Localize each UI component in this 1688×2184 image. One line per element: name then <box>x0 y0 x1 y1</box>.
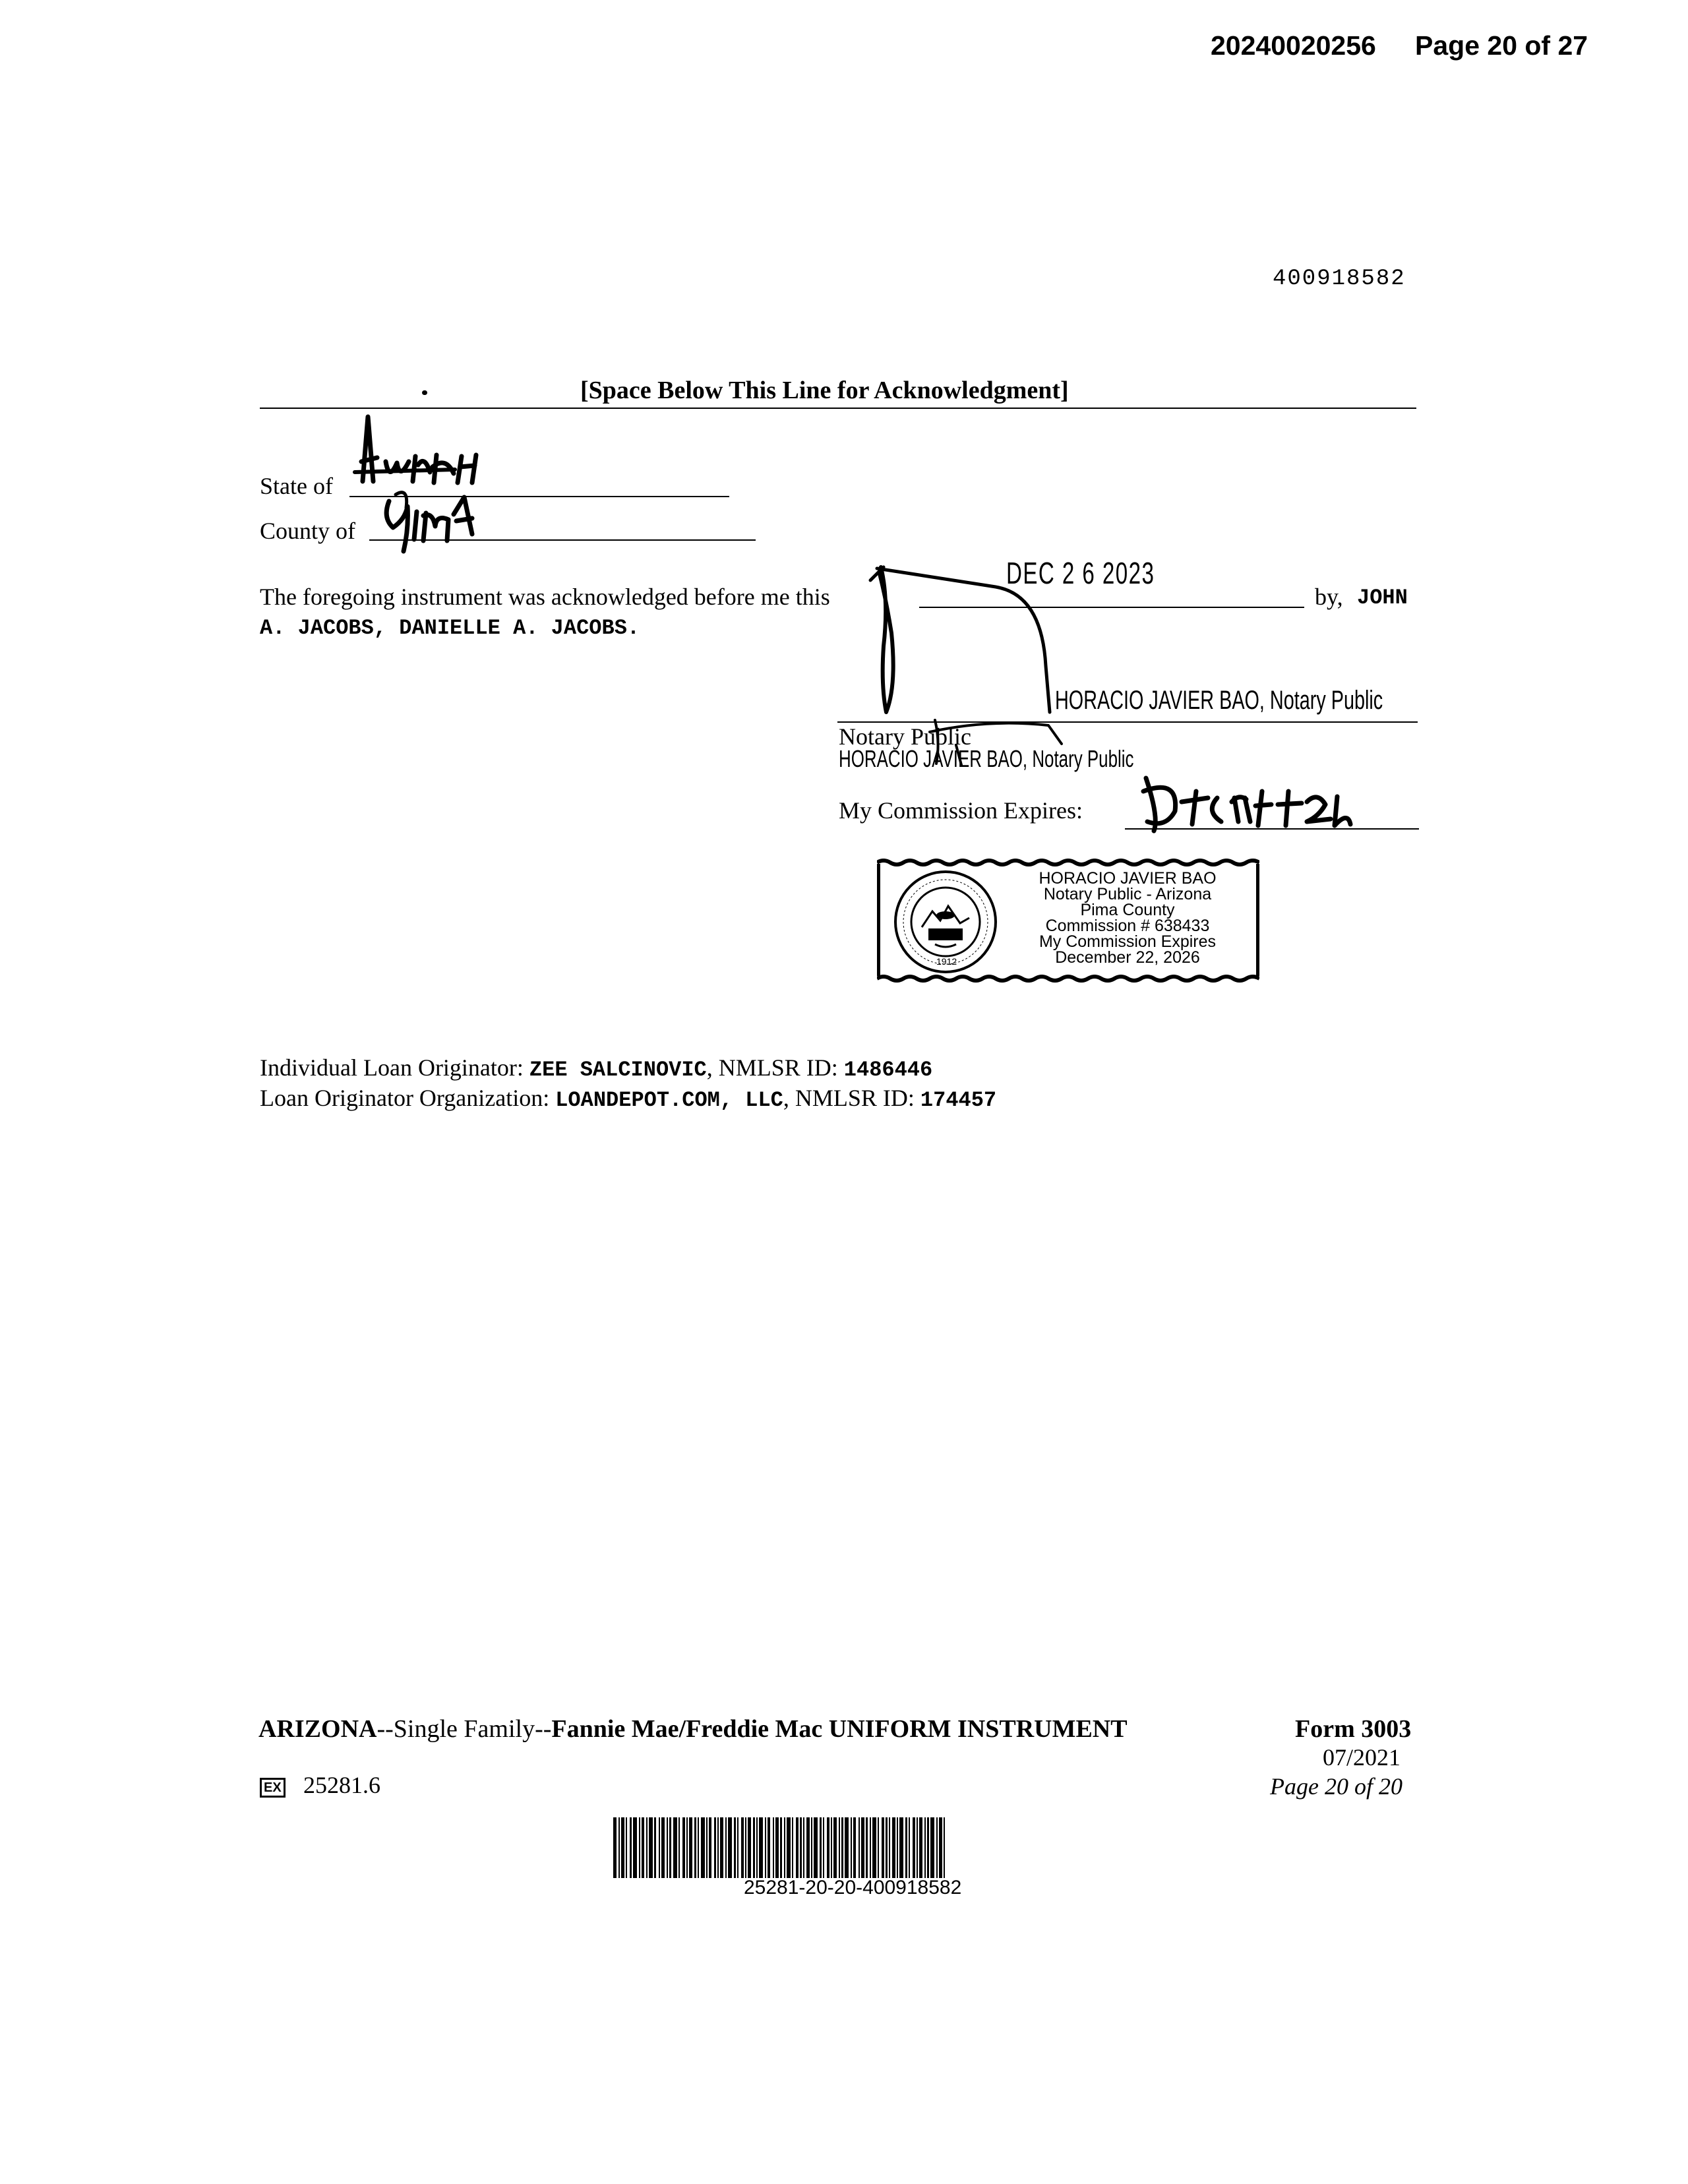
party-names: A. JACOBS, DANIELLE A. JACOBS. <box>260 616 640 640</box>
stamp-line-2: Notary Public - Arizona <box>1043 885 1212 903</box>
seal-year: 1912 <box>936 956 957 967</box>
state-handwritten-signature <box>349 409 528 501</box>
seal-ring-text <box>894 870 997 871</box>
notary-seal-stamp <box>877 859 1259 983</box>
barcode-text: 25281-20-20-400918582 <box>744 1877 962 1898</box>
by-text: by, <box>1315 584 1343 610</box>
stamp-line-1: HORACIO JAVIER BAO <box>1039 869 1217 888</box>
stamp-text <box>1002 870 1253 965</box>
notary-name-stamp: HORACIO JAVIER BAO, Notary Public <box>1055 686 1383 715</box>
organization-originator-line <box>260 1084 996 1112</box>
party-name-first: JOHN <box>1357 586 1408 610</box>
footer-single-family: --Single Family-- <box>377 1715 552 1743</box>
organization-name: LOANDEPOT.COM, LLC <box>555 1088 783 1112</box>
form-label: Form 3003 <box>1295 1715 1412 1743</box>
ex-badge: EX <box>260 1778 286 1798</box>
barcode <box>613 1817 1109 1878</box>
individual-originator-line <box>260 1054 932 1082</box>
footer-instrument-title <box>258 1714 1128 1744</box>
recording-number: 20240020256 <box>1211 30 1376 61</box>
footer-instrument: Fannie Mae/Freddie Mac UNIFORM INSTRUMENT <box>551 1715 1128 1743</box>
doc-code: 25281.6 <box>303 1772 380 1798</box>
individual-nmlsr-label: , NMLSR ID: <box>706 1054 838 1081</box>
foregoing-text: The foregoing instrument was acknowledged before me this <box>260 584 830 610</box>
organization-label: Loan Originator Organization: <box>260 1085 550 1111</box>
stamp-line-6: December 22, 2026 <box>1055 948 1200 967</box>
county-handwritten-signature <box>376 488 521 561</box>
page-of-label: Page 20 of 20 <box>1270 1773 1402 1800</box>
form-date: 07/2021 <box>1323 1744 1401 1771</box>
notary-name-stamp-small: HORACIO JAVIER BAO, Notary Public <box>839 745 1134 772</box>
commission-handwritten-date <box>1139 765 1377 837</box>
state-label: State of <box>260 473 333 499</box>
individual-originator-name: ZEE SALCINOVIC <box>529 1058 707 1082</box>
stamp-line-3: Pima County <box>1080 901 1175 919</box>
footer-state: ARIZONA <box>258 1715 377 1743</box>
stamp-line-5: My Commission Expires <box>1039 932 1217 951</box>
commission-label: My Commission Expires: <box>839 797 1083 824</box>
individual-originator-label: Individual Loan Originator: <box>260 1054 524 1081</box>
acknowledgment-title: [Space Below This Line for Acknowledgment] <box>580 377 1069 404</box>
stamp-line-4: Commission # 638433 <box>1045 917 1210 935</box>
organization-nmlsr-id: 174457 <box>920 1088 997 1112</box>
notary-public-label: Notary Public <box>839 723 971 750</box>
loan-number: 400918582 <box>1273 266 1406 291</box>
county-label: County of <box>260 518 356 544</box>
individual-nmlsr-id: 1486446 <box>843 1058 933 1082</box>
page-indicator: Page 20 of 27 <box>1415 30 1588 61</box>
bullet-mark <box>422 390 427 395</box>
organization-nmlsr-label: , NMLSR ID: <box>783 1085 915 1111</box>
date-stamp: DEC 2 6 2023 <box>1006 556 1155 590</box>
